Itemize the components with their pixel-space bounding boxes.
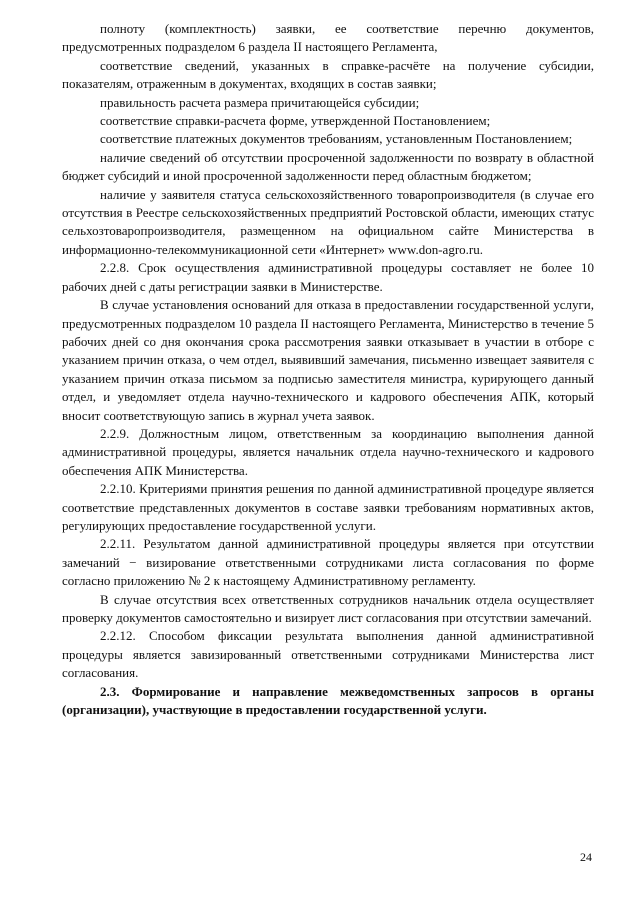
paragraph-subsidy-amount: правильность расчета размера причитающейся субсидии; <box>100 94 420 110</box>
paragraph-2-2-9: 2.2.9. Должностным лицом, ответственным за координацию выполнения данной административной процедуры, является начальник отдела научно-технического и кадрового обеспечения АПК Министерства. <box>62 425 594 478</box>
paragraph-2-2-11: 2.2.11. Результатом данной административной процедуры является при отсутствии замечаний − визирование ответственными сотрудниками листа согласования по форме согласно приложению № 2 к настоящему Административному регламенту. <box>62 536 594 589</box>
paragraph-calculation-info: соответствие сведений, указанных в справке-расчёте на получение субсидии, показателям, отраженным в документах, входящих в состав заявки; <box>62 57 594 92</box>
paragraph-debt-info: наличие сведений об отсутствии просроченной задолженности по возврату в областной бюджет субсидий и иной просроченной задолженности перед областным бюджетом; <box>62 149 594 184</box>
paragraph-2-2-10: 2.2.10. Критериями принятия решения по данной административной процедуре является соответствие представленных документов в составе заявки требованиям нормативных актов, регулирующих предоставление государственной услуги. <box>62 481 594 533</box>
paragraph-payment-documents: соответствие платежных документов требованиям, установленным Постановлением; <box>100 131 573 147</box>
paragraph-completeness: полноту (комплектность) заявки, ее соответствие перечню документов, предусмотренных подразделом 6 раздела II настоящего Регламента, <box>62 21 594 55</box>
page-number: 24 <box>580 850 592 864</box>
paragraph-calculation-form: соответствие справки-расчета форме, утвержденной Постановлением; <box>100 113 491 129</box>
paragraph-producer-status: наличие у заявителя статуса сельскохозяйственного товаропроизводителя (в случае его отсутствия в Реестре сельскохозяйственных предприятий Ростовской области, имеющих статус сельхозтоваропроизводителя, размещенном на официальном сайте Министерства в информационно-телекоммуникационной сети «Интернет» www.don-agro.ru. <box>62 186 594 257</box>
paragraph-2-2-12: 2.2.12. Способом фиксации результата выполнения данной административной процедуры является завизированный ответственными сотрудниками Министерства лист согласования. <box>62 628 594 681</box>
document-body <box>62 20 594 719</box>
paragraph-refusal: В случае установления оснований для отказа в предоставлении государственной услуги, предусмотренных подразделом 10 раздела II настоящего Регламента, Министерство в течение 5 рабочих дней со дня окончания срока рассмотрения заявки отказывает в участии в отборе с указанием причин отказа, о чем отдел, выявивший замечания, письменно извещает заявителя с указанием причин отказа письмом за подписью заместителя министра, курирующего данный отдел, и уведомляет отдела научно-технического и кадрового обеспечения АПК, который вносит соответствующую запись в журнал учета заявок. <box>62 297 594 423</box>
paragraph-2-2-8: 2.2.8. Срок осуществления административной процедуры составляет не более 10 рабочих дней с даты регистрации заявки в Министерстве. <box>62 260 594 294</box>
paragraph-absence: В случае отсутствия всех ответственных сотрудников начальник отдела осуществляет проверку документов самостоятельно и визирует лист согласования при отсутствии замечаний. <box>62 591 594 625</box>
section-heading-2-3: 2.3. Формирование и направление межведомственных запросов в органы (организации), участвующие в предоставлении государственной услуги. <box>62 683 594 718</box>
